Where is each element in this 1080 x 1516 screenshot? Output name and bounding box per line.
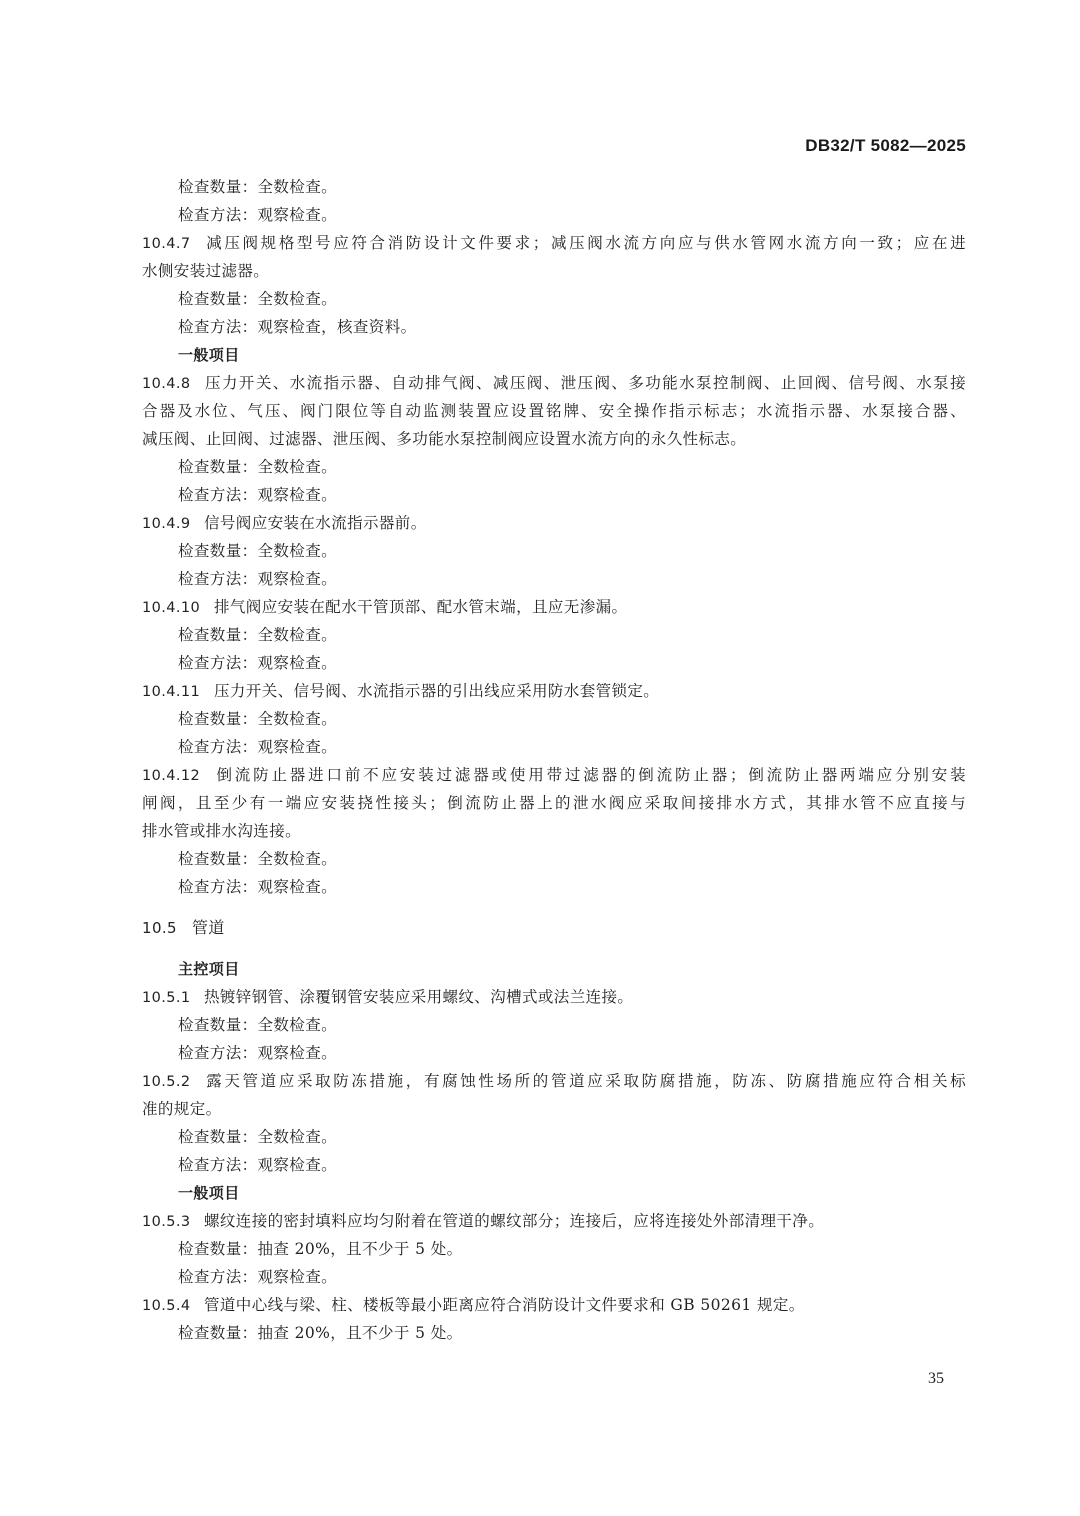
clause-text: 倒流防止器进口前不应安装过滤器或使用带过滤器的倒流防止器；倒流防止器两端应分别安装	[214, 766, 966, 784]
check-method: 检查方法：观察检查，核查资料。	[178, 318, 417, 336]
clause-text-line: 水侧安装过滤器。	[142, 262, 270, 280]
clause-10-5-4	[142, 1291, 966, 1319]
clause-text: 螺纹连接的密封填料应均匀附着在管道的螺纹部分；连接后，应将连接处外部清理干净。	[204, 1212, 825, 1230]
main-items-heading: 主控项目	[178, 960, 240, 978]
clause-10-5-2	[142, 1067, 966, 1095]
check-method: 检查方法：观察检查。	[178, 206, 338, 224]
clause-text-line: 排水管或排水沟连接。	[142, 822, 302, 840]
check-method: 检查方法：观察检查。	[178, 654, 338, 672]
clause-number: 10.4.9	[142, 516, 191, 532]
clause-10-4-12	[142, 761, 966, 789]
check-quantity: 检查数量：全数检查。	[178, 542, 338, 560]
clause-text: 露天管道应采取防冻措施，有腐蚀性场所的管道应采取防腐措施，防冻、防腐措施应符合相关标	[204, 1072, 966, 1090]
check-method: 检查方法：观察检查。	[178, 738, 338, 756]
clause-text: 压力开关、水流指示器、自动排气阀、减压阀、泄压阀、多功能水泵控制阀、止回阀、信号阀、水泵接	[204, 374, 966, 392]
check-method: 检查方法：观察检查。	[178, 1156, 338, 1174]
clause-text-line: 闸阀，且至少有一端应安装挠性接头；倒流防止器上的泄水阀应采取间接排水方式，其排水管不应直接与	[142, 794, 966, 812]
check-quantity: 检查数量：全数检查。	[178, 458, 338, 476]
clause-text: 热镀锌钢管、涂覆钢管安装应采用螺纹、沟槽式或法兰连接。	[204, 988, 634, 1006]
check-quantity: 检查数量：全数检查。	[178, 1128, 338, 1146]
clause-10-4-9	[142, 509, 966, 537]
check-quantity: 检查数量：全数检查。	[178, 178, 338, 196]
clause-number: 10.4.7	[142, 236, 191, 252]
clause-text: 管道中心线与梁、柱、楼板等最小距离应符合消防设计文件要求和 GB 50261 规定。	[204, 1296, 805, 1314]
document-code: DB32/T 5082—2025	[805, 136, 966, 155]
clause-10-4-10	[142, 593, 966, 621]
clause-10-4-8	[142, 369, 966, 397]
clause-10-5-3	[142, 1207, 966, 1235]
page-number: 35	[928, 1370, 944, 1387]
check-quantity: 检查数量：全数检查。	[178, 626, 338, 644]
check-method: 检查方法：观察检查。	[178, 570, 338, 588]
clause-10-5-1	[142, 983, 966, 1011]
section-heading-10-5	[142, 914, 966, 942]
clause-number: 10.4.12	[142, 768, 201, 784]
clause-number: 10.4.10	[142, 600, 201, 616]
clause-number: 10.5.3	[142, 1214, 191, 1230]
clause-text-line: 准的规定。	[142, 1100, 222, 1118]
page-body	[142, 173, 966, 1347]
clause-10-4-11	[142, 677, 966, 705]
check-quantity: 检查数量：全数检查。	[178, 1016, 338, 1034]
check-quantity: 检查数量：抽查 20%，且不少于 5 处。	[178, 1240, 463, 1258]
clause-text: 减压阀规格型号应符合消防设计文件要求；减压阀水流方向应与供水管网水流方向一致；应在进	[204, 234, 966, 252]
clause-text: 压力开关、信号阀、水流指示器的引出线应采用防水套管锁定。	[214, 682, 660, 700]
clause-number: 10.5.2	[142, 1074, 191, 1090]
clause-number: 10.4.8	[142, 376, 191, 392]
clause-number: 10.5.1	[142, 990, 191, 1006]
general-items-heading: 一般项目	[178, 1184, 240, 1202]
clause-number: 10.4.11	[142, 684, 201, 700]
check-method: 检查方法：观察检查。	[178, 1268, 338, 1286]
clause-10-4-7	[142, 229, 966, 257]
clause-text-line: 减压阀、止回阀、过滤器、泄压阀、多功能水泵控制阀应设置水流方向的永久性标志。	[142, 430, 747, 448]
check-quantity: 检查数量：抽查 20%，且不少于 5 处。	[178, 1324, 463, 1342]
section-number: 10.5	[142, 919, 177, 937]
clause-text: 信号阀应安装在水流指示器前。	[204, 514, 427, 532]
check-method: 检查方法：观察检查。	[178, 486, 338, 504]
general-items-heading: 一般项目	[178, 346, 240, 364]
clause-text-line: 合器及水位、气压、阀门限位等自动监测装置应设置铭牌、安全操作指示标志；水流指示器、水泵接合器、	[142, 402, 966, 420]
clause-text: 排气阀应安装在配水干管顶部、配水管末端，且应无渗漏。	[214, 598, 628, 616]
section-title: 管道	[192, 918, 225, 937]
check-quantity: 检查数量：全数检查。	[178, 710, 338, 728]
check-method: 检查方法：观察检查。	[178, 1044, 338, 1062]
check-method: 检查方法：观察检查。	[178, 878, 338, 896]
clause-number: 10.5.4	[142, 1298, 191, 1314]
check-quantity: 检查数量：全数检查。	[178, 850, 338, 868]
check-quantity: 检查数量：全数检查。	[178, 290, 338, 308]
